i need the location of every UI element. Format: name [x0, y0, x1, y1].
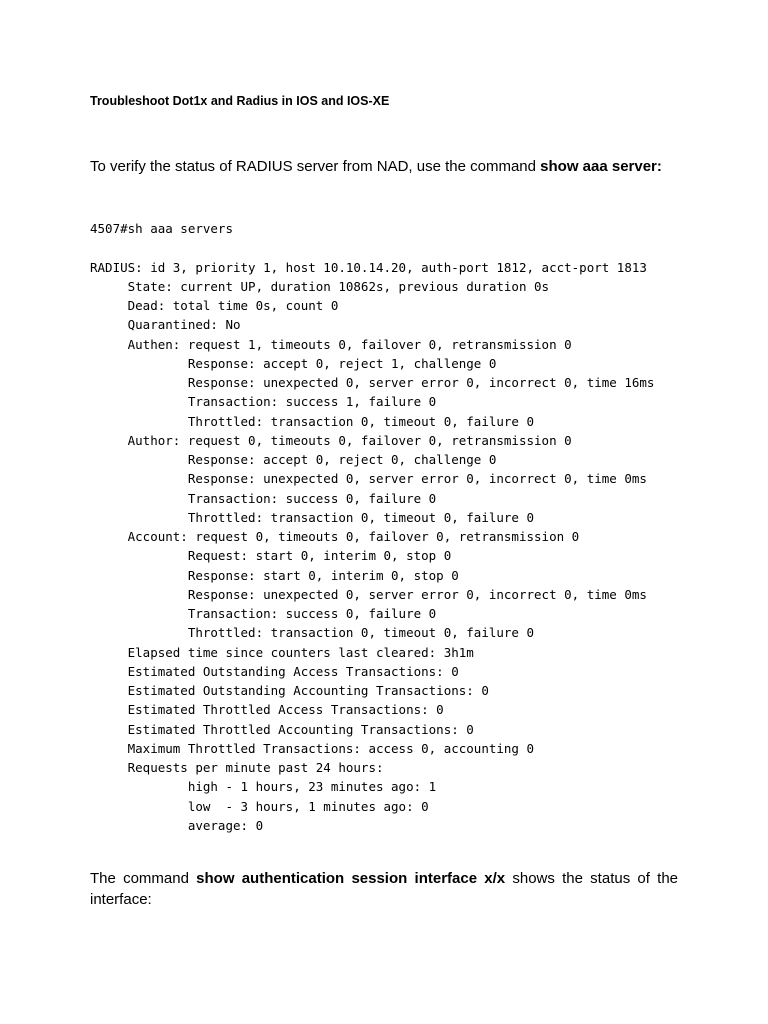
cli-output-line: Response: accept 0, reject 1, challenge 0: [90, 355, 497, 371]
cli-output-line: Estimated Throttled Accounting Transactions: 0: [90, 721, 474, 737]
cli-output-line: Request: start 0, interim 0, stop 0: [90, 548, 452, 564]
cli-output-line: Estimated Outstanding Accounting Transactions: 0: [90, 683, 489, 698]
cli-output-line: Response: unexpected 0, server error 0, incorrect 0, time 16ms: [90, 375, 655, 390]
cli-output-line: Author: request 0, timeouts 0, failover 0, retransmission 0: [90, 432, 572, 448]
cli-blank-line: [90, 238, 654, 257]
cli-output-line: low - 3 hours, 1 minutes ago: 0: [90, 798, 429, 814]
cli-output-line: Throttled: transaction 0, timeout 0, failure 0: [90, 509, 535, 525]
closing-paragraph: [90, 868, 678, 910]
cli-output-line: Maximum Throttled Transactions: access 0, accounting 0: [90, 740, 535, 756]
cli-output-line: State: current UP, duration 10862s, previous duration 0s: [90, 278, 550, 294]
document-title: Troubleshoot Dot1x and Radius in IOS and IOS-XE: [90, 94, 390, 108]
cli-output-line: Throttled: transaction 0, timeout 0, failure 0: [90, 413, 535, 429]
cli-output-line: Transaction: success 1, failure 0: [90, 394, 437, 410]
cli-prompt-line: 4507#sh aaa servers: [90, 221, 233, 236]
cli-output-line: RADIUS: id 3, priority 1, host 10.10.14.20, auth-port 1812, acct-port 1813: [90, 259, 647, 275]
cli-output-line: average: 0: [90, 817, 264, 833]
cli-output-line: Estimated Throttled Access Transactions: 0: [90, 702, 444, 718]
cli-output-line: Elapsed time since counters last cleared: 3h1m: [90, 644, 474, 660]
cli-output-line: Transaction: success 0, failure 0: [90, 606, 437, 621]
cli-output-line: high - 1 hours, 23 minutes ago: 1: [90, 779, 437, 795]
cli-output-line: Account: request 0, timeouts 0, failover 0, retransmission 0: [90, 529, 580, 544]
cli-output-line: Quarantined: No: [90, 317, 241, 333]
cli-output-line: Dead: total time 0s, count 0: [90, 298, 339, 313]
intro-paragraph: [90, 156, 678, 177]
cli-output-line: Response: accept 0, reject 0, challenge 0: [90, 452, 497, 467]
cli-output-line: Requests per minute past 24 hours:: [90, 760, 384, 775]
closing-text-end: shows the status of the interface:: [90, 870, 679, 908]
closing-text-start: The command: [90, 870, 197, 887]
intro-text: To verify the status of RADIUS server from NAD, use the command: [90, 158, 541, 175]
cli-output-line: Estimated Outstanding Access Transactions: 0: [90, 663, 459, 679]
intro-command: show aaa server:: [540, 158, 662, 175]
closing-command: show authentication session interface x/x: [196, 870, 506, 887]
cli-output-line: Authen: request 1, timeouts 0, failover 0, retransmission 0: [90, 336, 572, 352]
cli-output-line: Throttled: transaction 0, timeout 0, failure 0: [90, 625, 535, 641]
cli-output-lines: [90, 258, 654, 836]
cli-output-line: Transaction: success 0, failure 0: [90, 490, 437, 506]
cli-output-line: Response: start 0, interim 0, stop 0: [90, 567, 459, 583]
cli-output-line: Response: unexpected 0, server error 0, incorrect 0, time 0ms: [90, 586, 647, 602]
cli-output-block: [90, 219, 654, 835]
cli-output-line: Response: unexpected 0, server error 0, incorrect 0, time 0ms: [90, 471, 647, 487]
